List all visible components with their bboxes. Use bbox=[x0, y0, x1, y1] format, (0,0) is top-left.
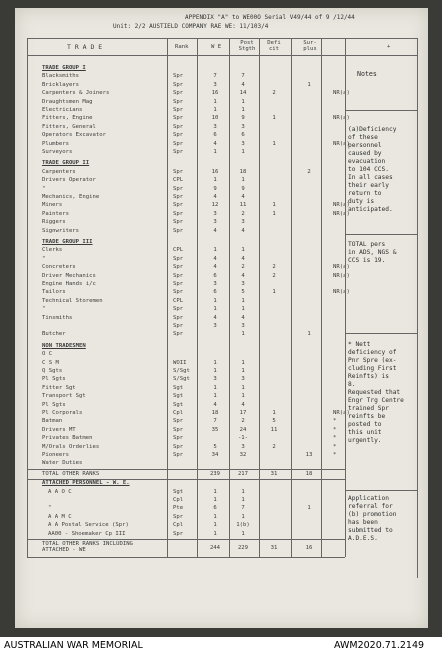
rank-cell: Spr bbox=[173, 323, 184, 329]
posted-strength-cell: 1 bbox=[241, 368, 245, 374]
trade-group-heading: NON TRADESMEN bbox=[42, 342, 86, 349]
posted-strength-cell: 4 bbox=[241, 81, 245, 88]
grand-total-label: TOTAL OTHER RANKS INCLUDING ATTACHED - WE bbox=[42, 541, 133, 553]
we-cell: 1 bbox=[213, 368, 217, 374]
grand-total-we: 244 bbox=[209, 545, 221, 551]
we-cell: 12 bbox=[211, 202, 219, 209]
we-cell: 16 bbox=[211, 168, 219, 175]
row-divider bbox=[345, 110, 417, 111]
trade-group-heading: TRADE GROUP II bbox=[42, 160, 90, 167]
trade-name: Draughtsmen Mag bbox=[42, 98, 93, 105]
deficit-cell: 2 bbox=[272, 90, 276, 97]
trade-name: Signwriters bbox=[42, 227, 80, 234]
trade-name: Pl Sgts bbox=[42, 401, 66, 408]
posted-strength-cell: 1 bbox=[241, 384, 245, 391]
we-cell: 3 bbox=[213, 323, 217, 329]
rank-cell: Spr bbox=[173, 426, 184, 433]
column-rule bbox=[27, 38, 28, 557]
attached-we: 1 bbox=[213, 513, 217, 520]
posted-strength-cell: 7 bbox=[241, 73, 245, 80]
rank-cell: Spr bbox=[173, 306, 184, 313]
column-rule bbox=[229, 38, 230, 557]
posted-strength-cell: 1 bbox=[241, 247, 245, 254]
posted-strength-cell: 3 bbox=[241, 140, 245, 147]
column-rule bbox=[167, 38, 168, 557]
note-marker: NR(a) bbox=[333, 264, 350, 271]
row-divider bbox=[27, 557, 345, 558]
posted-strength-cell: 3 bbox=[241, 443, 245, 450]
grand-total-post: 229 bbox=[237, 545, 249, 551]
col-we-header: W E bbox=[211, 44, 222, 50]
we-cell: 10 bbox=[211, 115, 219, 122]
posted-strength-cell: 1 bbox=[241, 107, 245, 113]
appendix-title: APPENDIX "A" to WE00O Serial V49/44 of 9 /12/44 bbox=[185, 14, 355, 21]
we-cell: 6 bbox=[213, 289, 217, 296]
we-cell: 4 bbox=[213, 314, 217, 321]
rank-cell: Spr bbox=[173, 115, 184, 122]
we-cell: 4 bbox=[213, 227, 217, 234]
trade-name: O C bbox=[42, 351, 53, 358]
note-c: * Nett deficiency of Pnr Spre (ex- cluding First Reinfts) is 8. Requested that Engr Trg Centre trained Spr reinfts be posted to this unit urgently. bbox=[348, 341, 404, 444]
rank-cell: S/Sgt bbox=[173, 368, 190, 374]
note-marker: NR(a) bbox=[333, 90, 350, 97]
rank-cell: Spr bbox=[173, 123, 184, 130]
rank-cell: Spr bbox=[173, 73, 184, 80]
trade-name: Blacksmiths bbox=[42, 73, 80, 80]
deficit-cell: 1 bbox=[272, 210, 276, 217]
we-cell: 1 bbox=[213, 306, 217, 313]
attached-post: 1(b) bbox=[236, 522, 250, 529]
trade-name: Miners bbox=[42, 202, 63, 209]
posted-strength-cell: 1 bbox=[241, 331, 245, 338]
we-cell: 3 bbox=[213, 210, 217, 217]
attached-post: 1 bbox=[241, 530, 245, 537]
rank-cell: S/Sgt bbox=[173, 376, 190, 383]
attached-surplus: 1 bbox=[307, 505, 311, 512]
trade-name: Mechanics, Engine bbox=[42, 194, 100, 200]
rank-cell: Cpl bbox=[173, 410, 184, 416]
rank-cell: WOII bbox=[173, 359, 187, 366]
col-trade-header: T R A D E bbox=[67, 43, 103, 51]
col-rank-header: Rank bbox=[175, 44, 189, 50]
attached-we: 1 bbox=[213, 530, 217, 537]
rank-cell: Spr bbox=[173, 219, 184, 226]
total-deficit: 31 bbox=[270, 470, 278, 477]
surplus-cell: 13 bbox=[305, 452, 313, 458]
posted-strength-cell: 1 bbox=[241, 98, 245, 105]
we-cell: 1 bbox=[213, 359, 217, 366]
row-divider bbox=[345, 333, 417, 334]
document-page bbox=[15, 8, 428, 628]
we-cell: 1 bbox=[213, 247, 217, 254]
we-cell: 5 bbox=[213, 443, 217, 450]
rank-cell: Spr bbox=[173, 81, 184, 88]
trade-name: " bbox=[42, 255, 46, 262]
column-rule bbox=[197, 38, 198, 557]
deficit-cell: 1 bbox=[272, 289, 276, 296]
posted-strength-cell: 3 bbox=[241, 123, 245, 130]
archive-footer bbox=[0, 637, 442, 653]
surplus-cell: 1 bbox=[307, 81, 311, 88]
total-post: 217 bbox=[237, 470, 249, 477]
posted-strength-cell: 3 bbox=[241, 323, 245, 329]
attached-trade: A A M C bbox=[48, 513, 72, 520]
surplus-cell: 2 bbox=[307, 168, 311, 175]
we-cell: 4 bbox=[213, 264, 217, 271]
trade-name: Drivers Operator bbox=[42, 177, 96, 184]
we-cell: 4 bbox=[213, 140, 217, 147]
we-cell: 3 bbox=[213, 376, 217, 383]
archive-name: AUSTRALIAN WAR MEMORIAL bbox=[4, 640, 143, 651]
we-cell: 16 bbox=[211, 90, 219, 97]
trade-name: M/Orals Orderlies bbox=[42, 443, 100, 450]
deficit-cell: 1 bbox=[272, 140, 276, 147]
column-rule bbox=[291, 38, 292, 557]
column-rule bbox=[259, 38, 260, 557]
notes-title: Notes bbox=[357, 70, 377, 78]
we-cell: 34 bbox=[211, 452, 219, 458]
rank-cell: Spr bbox=[173, 202, 184, 209]
unit-line: Unit: 2/2 AUSTIELD COMPANY RAE WE: 11/103/4 bbox=[113, 23, 269, 30]
attached-post: 7 bbox=[241, 505, 245, 512]
we-cell: 1 bbox=[213, 393, 217, 400]
note-marker: NR(a) bbox=[333, 410, 350, 416]
posted-strength-cell: 1 bbox=[241, 359, 245, 366]
trade-name: Batman bbox=[42, 418, 63, 425]
trade-name: Pioneers bbox=[42, 452, 69, 458]
we-cell: 1 bbox=[213, 177, 217, 184]
note-marker: * bbox=[333, 426, 337, 433]
posted-strength-cell: 18 bbox=[239, 168, 247, 175]
trade-name: Operators Excavator bbox=[42, 132, 106, 139]
we-cell: 1 bbox=[213, 149, 217, 155]
trade-name: Riggers bbox=[42, 219, 66, 226]
trade-name: " bbox=[42, 185, 46, 192]
trade-name: Technical Storemen bbox=[42, 297, 103, 304]
rank-cell: Spr bbox=[173, 149, 184, 155]
note-a: (a)Deficiency of these personnel caused by evacuation to 104 CCS. In all cases their early return to duty is anticipated. bbox=[348, 126, 397, 213]
note-marker: NR(a) bbox=[333, 289, 350, 296]
attached-rank: Spr bbox=[173, 513, 184, 520]
we-cell: 18 bbox=[211, 410, 219, 416]
rank-cell: Sgt bbox=[173, 401, 184, 408]
rank-cell: Spr bbox=[173, 168, 184, 175]
deficit-cell: 5 bbox=[272, 418, 276, 425]
row-divider bbox=[27, 55, 417, 56]
trade-name: Privates Batmen bbox=[42, 435, 93, 442]
rank-cell: Spr bbox=[173, 107, 184, 113]
row-divider bbox=[27, 539, 345, 540]
posted-strength-cell: 11 bbox=[239, 202, 247, 209]
trade-name: Fitters, Engine bbox=[42, 115, 93, 122]
grand-total-surplus: 16 bbox=[305, 545, 313, 551]
column-rule bbox=[417, 38, 418, 578]
posted-strength-cell: 17 bbox=[239, 410, 247, 416]
note-marker: NR(a) bbox=[333, 272, 350, 279]
total-surplus: 18 bbox=[305, 470, 313, 477]
rank-cell: Spr bbox=[173, 132, 184, 139]
trade-name: Water Duties bbox=[42, 460, 83, 467]
we-cell: 1 bbox=[213, 297, 217, 304]
trade-name: Carpenters bbox=[42, 168, 76, 175]
trade-name: Plumbers bbox=[42, 140, 69, 147]
attached-rank: Cpl bbox=[173, 522, 184, 529]
posted-strength-cell: 5 bbox=[241, 289, 245, 296]
note-marker: NR(a) bbox=[333, 202, 350, 209]
posted-strength-cell: 3 bbox=[241, 219, 245, 226]
trade-group-heading: TRADE GROUP III bbox=[42, 239, 93, 245]
col-mark-header: + bbox=[387, 44, 391, 50]
trade-name: Pl Corporals bbox=[42, 410, 83, 416]
rank-cell: Spr bbox=[173, 314, 184, 321]
trade-name: Concreters bbox=[42, 264, 76, 271]
col-surplus-header: Sur- plus bbox=[303, 40, 317, 52]
we-cell: 3 bbox=[213, 219, 217, 226]
row-divider bbox=[27, 469, 345, 470]
attached-trade: A A Postal Service (Spr) bbox=[48, 522, 129, 529]
posted-strength-cell: -1- bbox=[237, 435, 249, 442]
we-cell: 7 bbox=[213, 418, 217, 425]
archive-id: AWM2020.71.2149 bbox=[334, 640, 425, 651]
trade-name: C S M bbox=[42, 359, 59, 366]
trade-name: Engine Hands i/c bbox=[42, 281, 96, 287]
trade-name: " bbox=[42, 306, 46, 313]
posted-strength-cell: 6 bbox=[241, 132, 245, 139]
rank-cell: Sgt bbox=[173, 384, 184, 391]
rank-cell: Sgt bbox=[173, 393, 184, 400]
rank-cell: Spr bbox=[173, 227, 184, 234]
we-cell: 4 bbox=[213, 194, 217, 200]
deficit-cell: 2 bbox=[272, 264, 276, 271]
posted-strength-cell: 1 bbox=[241, 393, 245, 400]
note-marker: NR(a) bbox=[333, 115, 350, 122]
rank-cell: Spr bbox=[173, 98, 184, 105]
we-cell: 6 bbox=[213, 132, 217, 139]
posted-strength-cell: 2 bbox=[241, 264, 245, 271]
rank-cell: Spr bbox=[173, 140, 184, 147]
posted-strength-cell: 4 bbox=[241, 272, 245, 279]
rank-cell: Spr bbox=[173, 443, 184, 450]
note-b: TOTAL pers in ADS, NGS & CCS is 19. bbox=[348, 241, 397, 264]
deficit-cell: 1 bbox=[272, 202, 276, 209]
note-marker: NR(a) bbox=[333, 140, 350, 147]
rank-cell: Spr bbox=[173, 272, 184, 279]
attached-we: 1 bbox=[213, 522, 217, 529]
attached-we: 6 bbox=[213, 505, 217, 512]
posted-strength-cell: 14 bbox=[239, 90, 247, 97]
row-divider bbox=[345, 490, 417, 491]
deficit-cell: 2 bbox=[272, 443, 276, 450]
column-rule bbox=[321, 38, 322, 557]
total-we: 239 bbox=[209, 470, 221, 477]
surplus-cell: 1 bbox=[307, 331, 311, 338]
trade-name: Fitters, General bbox=[42, 123, 96, 130]
rank-cell: CPL bbox=[173, 177, 184, 184]
column-rule bbox=[345, 38, 346, 557]
attached-trade: " bbox=[48, 505, 52, 512]
we-cell: 9 bbox=[213, 185, 217, 192]
note-d: Application referral for (b) promotion has been submitted to A.D.E.S. bbox=[348, 495, 397, 542]
rank-cell: Spr bbox=[173, 264, 184, 271]
rank-cell: Spr bbox=[173, 210, 184, 217]
note-marker: * bbox=[333, 435, 337, 442]
note-marker: * bbox=[333, 452, 337, 458]
col-deficit-header: Defi cit bbox=[267, 40, 281, 52]
rank-cell: Spr bbox=[173, 281, 184, 287]
we-cell: 1 bbox=[213, 384, 217, 391]
deficit-cell: 1 bbox=[272, 115, 276, 122]
posted-strength-cell: 4 bbox=[241, 255, 245, 262]
total-label: TOTAL OTHER RANKS bbox=[42, 470, 100, 477]
we-cell: 3 bbox=[213, 81, 217, 88]
we-cell: 35 bbox=[211, 426, 219, 433]
deficit-cell: 11 bbox=[270, 426, 278, 433]
posted-strength-cell: 24 bbox=[239, 426, 247, 433]
posted-strength-cell: 2 bbox=[241, 418, 245, 425]
attached-we: 1 bbox=[213, 488, 217, 495]
attached-rank: Sgt bbox=[173, 488, 184, 495]
row-divider bbox=[345, 234, 417, 235]
posted-strength-cell: 3 bbox=[241, 281, 245, 287]
rank-cell: Spr bbox=[173, 289, 184, 296]
trade-name: Tinsmiths bbox=[42, 314, 73, 321]
posted-strength-cell: 4 bbox=[241, 227, 245, 234]
deficit-cell: 2 bbox=[272, 272, 276, 279]
attached-heading: ATTACHED PERSONNEL - W. E. bbox=[42, 480, 130, 487]
trade-name: Tailors bbox=[42, 289, 66, 296]
trade-name: Drivers MT bbox=[42, 426, 76, 433]
deficit-cell: 1 bbox=[272, 410, 276, 416]
trade-name: Electricians bbox=[42, 107, 83, 113]
attached-we: 1 bbox=[213, 497, 217, 503]
trade-name: Driver Mechanics bbox=[42, 272, 96, 279]
trade-name: Pl Sgts bbox=[42, 376, 66, 383]
attached-rank: Pte bbox=[173, 505, 184, 512]
posted-strength-cell: 1 bbox=[241, 297, 245, 304]
trade-name: Carpenters & Joiners bbox=[42, 90, 110, 97]
posted-strength-cell: 1 bbox=[241, 149, 245, 155]
trade-name: Fitter Sgt bbox=[42, 384, 76, 391]
col-post-header: Post Stgth bbox=[238, 40, 256, 52]
trade-name: Surveyors bbox=[42, 149, 73, 155]
posted-strength-cell: 4 bbox=[241, 194, 245, 200]
trade-name: Transport Sgt bbox=[42, 393, 86, 400]
trade-name: Bricklayers bbox=[42, 81, 80, 88]
rank-cell: Spr bbox=[173, 452, 184, 458]
posted-strength-cell: 4 bbox=[241, 401, 245, 408]
trade-group-heading: TRADE GROUP I bbox=[42, 65, 86, 71]
we-cell: 1 bbox=[213, 107, 217, 113]
rank-cell: Spr bbox=[173, 194, 184, 200]
attached-trade: AA00 - Shoemaker Cp III bbox=[48, 530, 126, 537]
rank-cell: Spr bbox=[173, 435, 184, 442]
we-cell: 7 bbox=[213, 73, 217, 80]
rank-cell: Spr bbox=[173, 90, 184, 97]
posted-strength-cell: 1 bbox=[241, 177, 245, 184]
grand-total-deficit: 31 bbox=[270, 545, 278, 551]
posted-strength-cell: 3 bbox=[241, 376, 245, 383]
we-cell: 3 bbox=[213, 123, 217, 130]
rank-cell: Spr bbox=[173, 255, 184, 262]
attached-rank: Cpl bbox=[173, 497, 184, 503]
attached-post: 1 bbox=[241, 497, 245, 503]
trade-name: Painters bbox=[42, 210, 69, 217]
rank-cell: CPL bbox=[173, 297, 184, 304]
trade-name: Q Sgts bbox=[42, 368, 63, 374]
posted-strength-cell: 9 bbox=[241, 185, 245, 192]
we-cell: 1 bbox=[213, 98, 217, 105]
posted-strength-cell: 2 bbox=[241, 210, 245, 217]
note-marker: NR(a) bbox=[333, 210, 350, 217]
note-marker: * bbox=[333, 443, 337, 450]
posted-strength-cell: 9 bbox=[241, 115, 245, 122]
posted-strength-cell: 1 bbox=[241, 306, 245, 313]
attached-post: 1 bbox=[241, 488, 245, 495]
rank-cell: CPL bbox=[173, 247, 184, 254]
row-divider bbox=[27, 38, 417, 39]
rank-cell: Spr bbox=[173, 331, 184, 338]
attached-trade: A A O C bbox=[48, 488, 72, 495]
attached-post: 1 bbox=[241, 513, 245, 520]
we-cell: 4 bbox=[213, 401, 217, 408]
we-cell: 6 bbox=[213, 272, 217, 279]
rank-cell: Spr bbox=[173, 418, 184, 425]
posted-strength-cell: 4 bbox=[241, 314, 245, 321]
trade-name: Butcher bbox=[42, 331, 66, 338]
attached-rank: Spr bbox=[173, 530, 184, 537]
we-cell: 3 bbox=[213, 281, 217, 287]
trade-name: Clerks bbox=[42, 247, 63, 254]
note-marker: * bbox=[333, 418, 337, 425]
posted-strength-cell: 32 bbox=[239, 452, 247, 458]
rank-cell: Spr bbox=[173, 185, 184, 192]
we-cell: 4 bbox=[213, 255, 217, 262]
